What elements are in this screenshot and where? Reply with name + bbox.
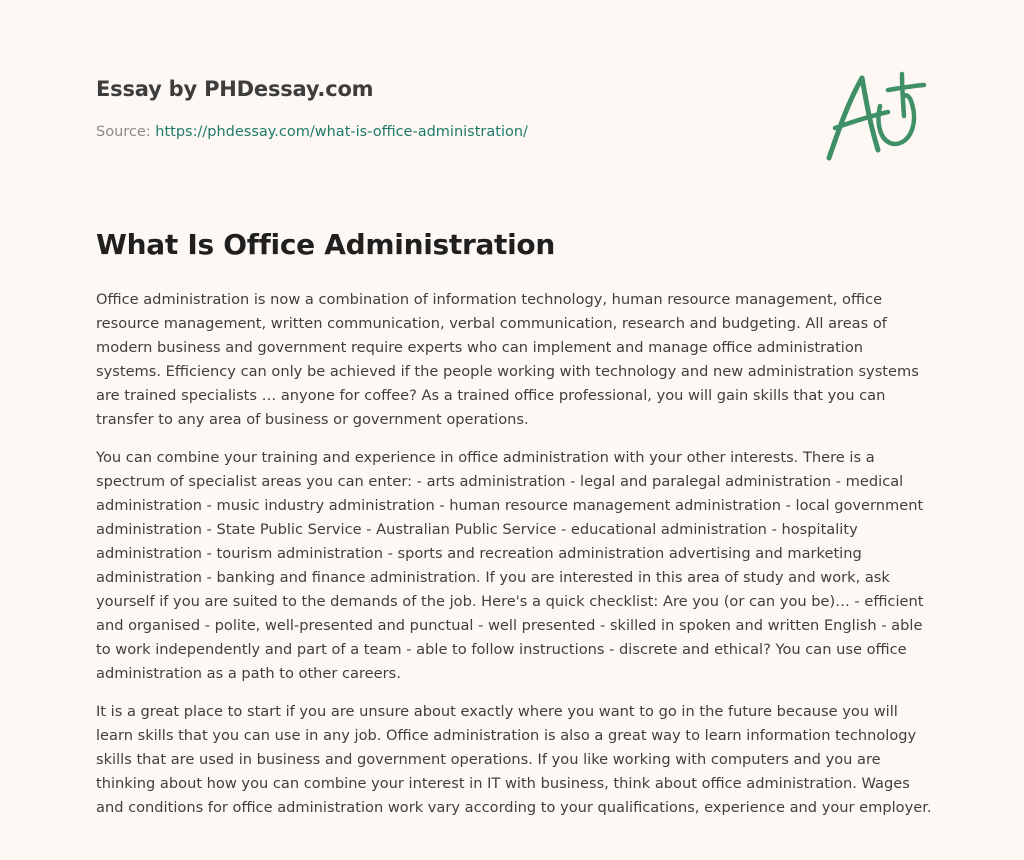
site-title: Essay by PHDessay.com <box>96 77 374 101</box>
page-header <box>96 74 816 142</box>
essay-title: What Is Office Administration <box>96 228 556 261</box>
essay-paragraph: You can combine your training and experience in office administration with your other interests. There is a spectrum of specialist areas you can enter: - arts administration - legal and paralegal administration - medical administration - music industry administration - human resource management administration - local government administration - State Public Service - Australian Public Service - educational administration - hospitality administration - tourism administration - sports and recreation administration advertising and marketing administration - banking and finance administration. If you are interested in this area of study and work, ask yourself if you are suited to the demands of the job. Here's a quick checklist: Are you (or can you be)… - efficient and organised - polite, well-presented and punctual - well presented - skilled in spoken and written English - able to work independently and part of a team - able to follow instructions - discrete and ethical? You can use office administration as a path to other careers. <box>96 449 924 682</box>
essay-article <box>96 226 932 834</box>
essay-paragraph: It is a great place to start if you are unsure about exactly where you want to go in the future because you will learn skills that you can use in any job. Office administration is also a great way to learn information technology skills that are used in business and government operations. If you like working with computers and you are thinking about how you can combine your interest in IT with business, think about office administration. Wages and conditions for office administration work vary according to your qualifications, experience and your employer. <box>96 703 932 816</box>
a-plus-logo-icon <box>818 66 930 166</box>
source-label: Source: <box>96 124 156 140</box>
source-line <box>96 122 816 142</box>
essay-paragraph: Office administration is now a combination of information technology, human resource management, office resource management, written communication, verbal communication, research and budgeting. All areas of modern business and government require experts who can implement and manage office administration systems. Efficiency can only be achieved if the people working with technology and new administration systems are trained specialists … anyone for coffee? As a trained office professional, you will gain skills that you can transfer to any area of business or government operations. <box>96 291 919 428</box>
source-link[interactable]: https://phdessay.com/what-is-office-administration/ <box>155 124 528 140</box>
